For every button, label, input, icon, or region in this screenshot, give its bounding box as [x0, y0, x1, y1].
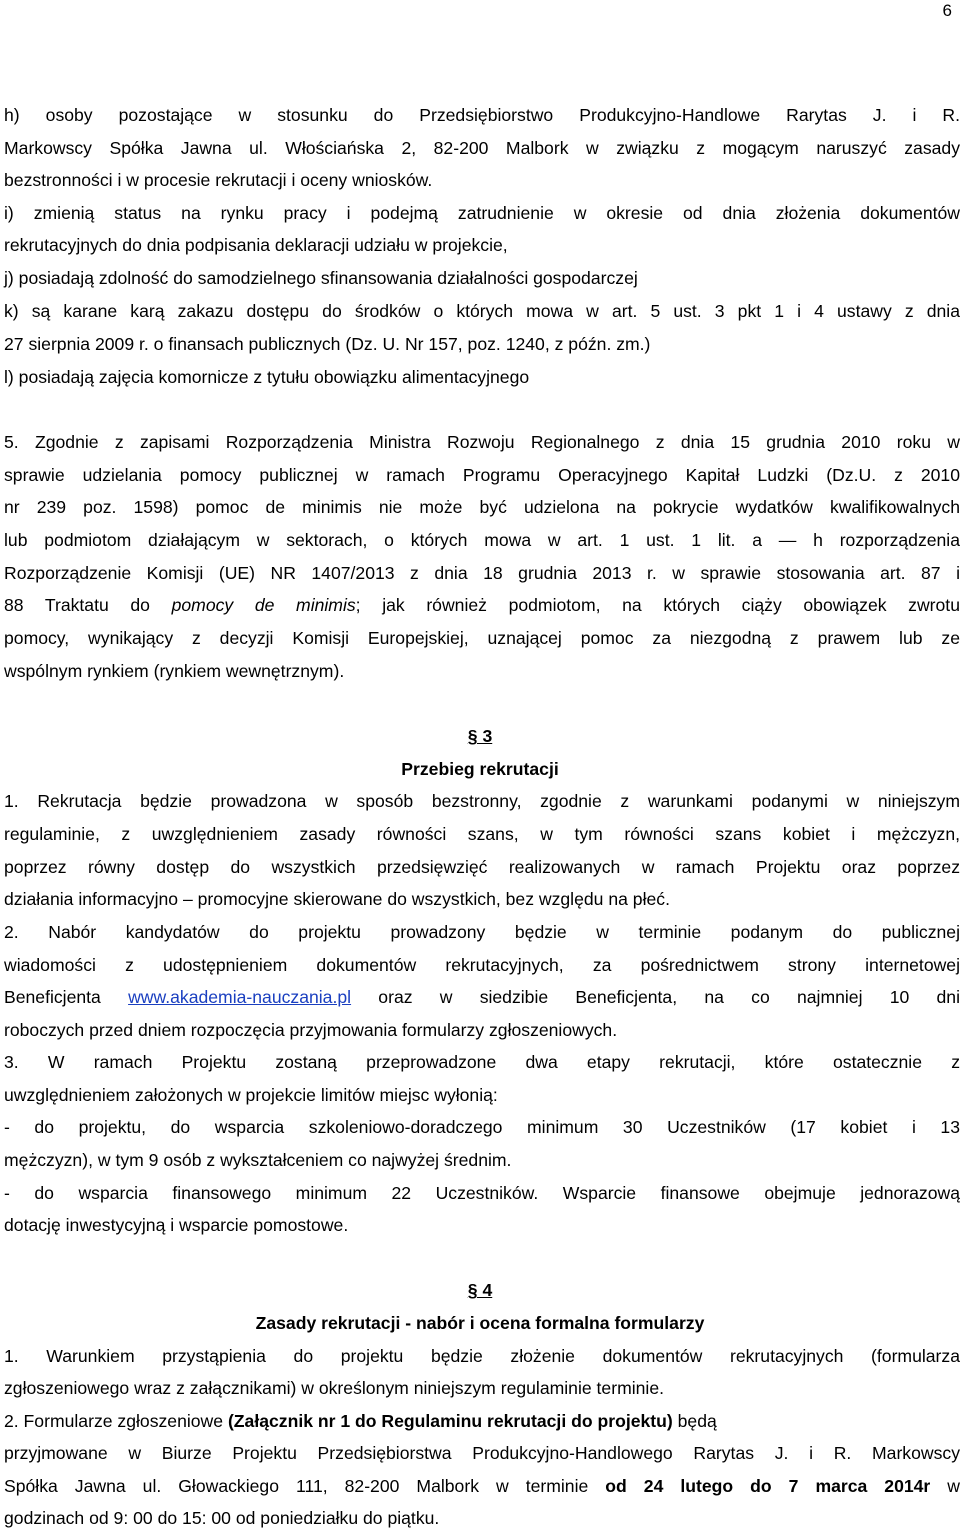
attachment-reference-bold: (Załącznik nr 1 do Regulaminu rekrutacji do projektu): [227, 1411, 673, 1431]
section-4-number: § 4: [467, 1280, 493, 1300]
paragraph-5-line-6: [4, 593, 960, 617]
section-4-line-3-a: 2. Formularze zgłoszeniowe: [4, 1411, 228, 1431]
section-3-line-9: 3. W ramach Projektu zostaną przeprowadzone dwa etapy rekrutacji, które ostatecznie z: [4, 1052, 960, 1072]
section-4-line-5-a: Spółka Jawna ul. Głowackiego 111, 82-200 Malbork w terminie: [4, 1476, 606, 1496]
list-item-k-line-2: 27 sierpnia 2009 r. o finansach publicznych (Dz. U. Nr 157, poz. 1240, z późn. zm.): [4, 334, 651, 354]
section-3-line-14: dotację inwestycyjną i wsparcie pomostowe.: [4, 1215, 349, 1235]
paragraph-5-line-3: nr 239 poz. 1598) pomoc de minimis nie może być udzielona na pokrycie wydatków kwalifikowalnych: [4, 497, 960, 517]
section-3-number: § 3: [467, 726, 493, 746]
section-4-line-5: [4, 1474, 960, 1498]
section-3-line-7: [4, 985, 960, 1009]
section-4-line-1: 1. Warunkiem przystąpienia do projektu będzie złożenie dokumentów rekrutacyjnych (formularza: [4, 1346, 960, 1366]
beneficiary-website-link[interactable]: www.akademia-nauczania.pl: [128, 987, 352, 1007]
date-range-bold: od 24 lutego do 7 marca 2014r: [605, 1476, 931, 1496]
paragraph-5-line-8: wspólnym rynkiem (rynkiem wewnętrznym).: [4, 661, 345, 681]
section-3-line-7-b: oraz w siedzibie Beneficjenta, na co najmniej 10 dni: [351, 987, 960, 1007]
section-4-line-3-c: będą: [672, 1411, 717, 1431]
paragraph-5-line-5: Rozporządzenie Komisji (UE) NR 1407/2013 z dnia 18 grudnia 2013 r. w sprawie stosowania art. 87 i: [4, 563, 960, 583]
section-3-title: Przebieg rekrutacji: [401, 759, 559, 779]
list-item-h-line-2: Markowscy Spółka Jawna ul. Włościańska 2, 82-200 Malbork w związku z mogącym naruszyć zasady: [4, 138, 960, 158]
section-3-line-2: regulaminie, z uwzględnieniem zasady równości szans, w tym równości szans kobiet i mężczyzn,: [4, 824, 960, 844]
section-4-line-3: [4, 1409, 960, 1433]
section-4-line-6: godzinach od 9: 00 do 15: 00 od poniedziałku do piątku.: [4, 1508, 440, 1528]
section-3-line-11: - do projektu, do wsparcia szkoleniowo-doradczego minimum 30 Uczestników (17 kobiet i 13: [4, 1117, 960, 1137]
paragraph-5-line-6-a: 88 Traktatu do: [4, 595, 172, 615]
page-number: 6: [942, 1, 952, 20]
section-3-line-4: działania informacyjno – promocyjne skierowane do wszystkich, bez względu na płeć.: [4, 889, 670, 909]
section-3-line-8: roboczych przed dniem rozpoczęcia przyjmowania formularzy zgłoszeniowych.: [4, 1020, 618, 1040]
section-4-line-2: zgłoszeniowego wraz z załącznikami) w określonym niniejszym regulaminie terminie.: [4, 1378, 665, 1398]
section-3-line-10: uwzględnieniem założonych w projekcie limitów miejsc wyłonią:: [4, 1085, 498, 1105]
section-4-line-5-c: w: [930, 1476, 960, 1496]
list-item-i-line-1: i) zmienią status na rynku pracy i podejmą zatrudnienie w okresie od dnia złożenia dokumentów: [4, 203, 960, 223]
section-3-line-5: 2. Nabór kandydatów do projektu prowadzony będzie w terminie podanym do publicznej: [4, 922, 960, 942]
list-item-l: l) posiadają zajęcia komornicze z tytułu obowiązku alimentacyjnego: [4, 367, 530, 387]
de-minimis-italic: pomocy de minimis: [171, 595, 356, 615]
paragraph-5-line-1: 5. Zgodnie z zapisami Rozporządzenia Ministra Rozwoju Regionalnego z dnia 15 grudnia 2010 roku w: [4, 432, 960, 452]
section-3-line-1: 1. Rekrutacja będzie prowadzona w sposób bezstronny, zgodnie z warunkami podanymi w niniejszym: [4, 791, 960, 811]
paragraph-5-line-6-c: ; jak również podmiotom, na których ciąży obowiązek zwrotu: [355, 595, 960, 615]
paragraph-5-line-2: sprawie udzielania pomocy publicznej w ramach Programu Operacyjnego Kapitał Ludzki (Dz.U. z 2010: [4, 465, 960, 485]
paragraph-5-line-7: pomocy, wynikający z decyzji Komisji Europejskiej, uznającej pomoc za niezgodną z prawem lub ze: [4, 628, 960, 648]
section-4-title: Zasady rekrutacji - nabór i ocena formalna formularzy: [255, 1313, 705, 1333]
section-3-line-13: - do wsparcia finansowego minimum 22 Uczestników. Wsparcie finansowe obejmuje jednorazową: [4, 1183, 960, 1203]
section-3-line-3: poprzez równy dostęp do wszystkich przedsięwzięć realizowanych w ramach Projektu oraz poprzez: [4, 857, 960, 877]
paragraph-5-line-4: lub podmiotom działającym w sektorach, o których mowa w art. 1 ust. 1 lit. a — h rozporządzenia: [4, 530, 960, 550]
section-3-line-6: wiadomości z udostępnieniem dokumentów rekrutacyjnych, za pośrednictwem strony internetowej: [4, 955, 960, 975]
section-3-line-7-a: Beneficjenta: [4, 987, 129, 1007]
list-item-h-line-1: h) osoby pozostające w stosunku do Przedsiębiorstwo Produkcyjno-Handlowe Rarytas J. i R.: [4, 105, 960, 125]
list-item-h-line-3: bezstronności i w procesie rekrutacji i oceny wniosków.: [4, 170, 433, 190]
section-4-line-4: przyjmowane w Biurze Projektu Przedsiębiorstwa Produkcyjno-Handlowego Rarytas J. i R. Markowscy: [4, 1443, 960, 1463]
list-item-k-line-1: k) są karane karą zakazu dostępu do środków o których mowa w art. 5 ust. 3 pkt 1 i 4 ustawy z dnia: [4, 301, 960, 321]
section-3-line-12: mężczyzn), w tym 9 osób z wykształceniem co najwyżej średnim.: [4, 1150, 512, 1170]
list-item-i-line-2: rekrutacyjnych do dnia podpisania deklaracji udziału w projekcie,: [4, 235, 508, 255]
list-item-j: j) posiadają zdolność do samodzielnego sfinansowania działalności gospodarczej: [4, 268, 638, 288]
